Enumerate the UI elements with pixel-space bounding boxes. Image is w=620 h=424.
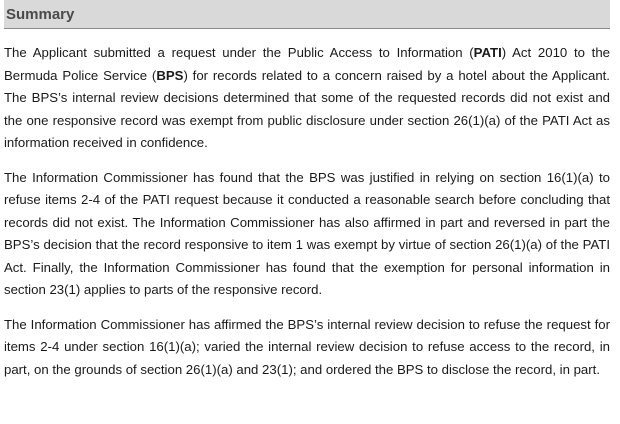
- summary-body: [4, 42, 610, 381]
- paragraph-text: The Information Commissioner has affirmed the BPS’s internal review decision to refuse the request for items 2-4 under section 16(1)(a); varied the internal review decision to refuse access to the record, in part, on the grounds of section 26(1)(a) and 23(1); and ordered the BPS to disclose the record, in part.: [4, 316, 610, 377]
- paragraph-text: The Applicant submitted a request under the Public Access to Information (: [4, 45, 474, 60]
- paragraph-text: The Information Commissioner has found that the BPS was justified in relying on section 16(1)(a) to refuse items 2-4 of the PATI request because it conducted a reasonable search before concluding that records did not exist. The Information Commissioner has also affirmed in part and reversed in part the BPS’s decision that the record responsive to item 1 was exempt by virtue of section 26(1)(a) of the PATI Act. Finally, the Information Commissioner has found that the exemption for personal information in section 23(1) applies to parts of the responsive record.: [4, 169, 610, 297]
- document-page: [4, 0, 610, 393]
- paragraph-text: ) for records related to a concern raised by a hotel about the Applicant. The BPS’s internal review decisions determined that some of the requested records did not exist and the one responsive record was exempt from public disclosure under section 26(1)(a) of the PATI Act as information received in confidence.: [4, 67, 610, 150]
- summary-heading-band: [4, 0, 610, 29]
- bold-term: PATI: [473, 45, 502, 60]
- paragraph: [4, 167, 610, 302]
- paragraph: [4, 42, 610, 155]
- paragraph-text: ) Act 2010 to the Bermuda Police Service (: [4, 45, 610, 83]
- section-heading: Summary: [6, 5, 75, 23]
- bold-term: BPS: [156, 67, 184, 83]
- paragraph: [4, 314, 610, 382]
